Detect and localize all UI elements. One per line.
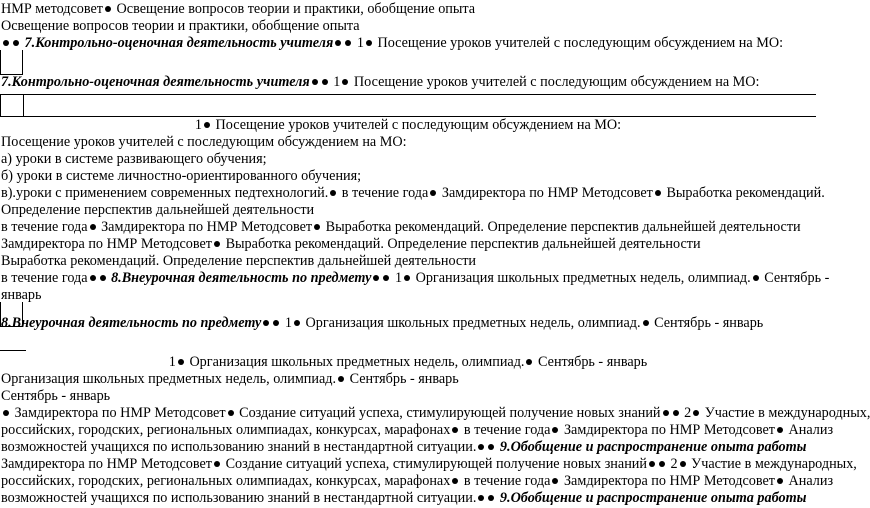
bullet-icon [214,461,220,467]
recommend-text: Выработка рекомендаций. [662,185,825,201]
deputy-text: Замдиректора по НМР Методсовет [1,236,213,252]
bullet-icon [373,275,379,281]
bullet-icon [452,427,458,433]
olymp-text: Организация школьных предметных недель, олимпиад. [412,270,751,286]
bullet-icon [178,359,184,365]
table-cell-empty [0,50,23,75]
bullet-icon [552,478,558,484]
abilities-text: возможностей учащихся по использованию знаний в нестандартной ситуации. [1,490,477,506]
during-text: в течение года [460,422,551,438]
bullet-icon [330,190,336,196]
bullet-icon [13,40,19,46]
bullet-icon [273,320,279,326]
section-9-heading: 9.Обобщение и распространение опыта работы [499,439,807,455]
table-rule [0,350,26,351]
text-line-3 [1,34,783,53]
bullet-icon [673,410,679,416]
participation-text: российских, городских, региональных олимпиадах, конкурсах, марафонах [1,422,451,438]
bullet-icon [777,427,783,433]
bullet-icon [383,275,389,281]
visit-text: Посещение уроков учителей с последующим обсуждением на МО: [350,74,760,90]
table-rule [23,94,24,116]
item-number: 2 [670,456,678,472]
recommend-text: Выработка рекомендаций. Определение перспектив дальнейшей деятельности [322,219,801,235]
bullet-icon [342,79,348,85]
participation-text: Участие в международных, [687,456,857,472]
text-line-rec-c: Выработка рекомендаций. Определение перспектив дальнейшей деятельности [1,253,477,269]
success-text: Создание ситуаций успеха, стимулирующей получение новых знаний [222,456,647,472]
bullet-icon [312,79,318,85]
bullet-icon [335,40,341,46]
text-line-4 [1,73,759,92]
olymp-text: Организация школьных предметных недель, олимпиад. [1,371,337,387]
bullet-icon [322,79,328,85]
bullet-icon [404,275,410,281]
abilities-text: возможностей учащихся по использованию знаний в нестандартной ситуации. [1,439,477,455]
bullet-icon [753,275,759,281]
during-text: в течение года [1,270,88,286]
bullet-icon [526,359,532,365]
bullet-icon [228,410,234,416]
bullet-icon [3,410,9,416]
bullet-icon [294,320,300,326]
bullet-icon [345,40,351,46]
recommend-text: Выработка рекомендаций. Определение перспектив дальнейшей деятельности [222,236,701,252]
during-text: в течение года [338,185,429,201]
item-number: 1 [394,270,403,286]
bullet-icon [452,478,458,484]
item-number: 1 [168,354,176,370]
text-line-sept-2: Сентябрь - январь [1,388,111,404]
deputy-text: Замдиректора по НМР Методсовет [560,473,775,489]
participation-text: Участие в международных, [701,405,870,421]
section-7-heading: 7.Контрольно-оценочная деятельность учителя [1,74,310,90]
bullet-icon [478,495,484,501]
participation-text: российских, городских, региональных олимпиадах, конкурсах, марафонах [1,473,451,489]
text-line-abilities-b [1,489,806,508]
text-line-persp: Определение перспектив дальнейшей деятельности [1,202,315,218]
bullet-icon [488,495,494,501]
text-line-b: б) уроки в системе личностно-ориентированного обучения; [1,168,362,184]
text-line-section-8-b [1,314,763,333]
section-8-heading: 8.Внеурочная деятельность по предмету [1,315,262,331]
bullet-icon [100,275,106,281]
section-8-heading: 8.Внеурочная деятельность по предмету [111,270,372,286]
table-rule [0,94,1,116]
section-7-heading: 7.Контрольно-оценочная деятельность учителя [24,35,334,51]
olymp-text: Организация школьных предметных недель, олимпиад. [301,315,641,331]
text-line-a: а) уроки в системе развивающего обучения; [1,151,267,167]
lighting-questions-text: Освещение вопросов теории и практики, обобщение опыта [113,1,476,17]
deputy-text: Замдиректора по НМР Методсовет [1,456,213,472]
analysis-text: Анализ [784,422,834,438]
bullet-icon [478,444,484,450]
item-number: 1 [356,35,364,51]
table-rule [0,94,816,95]
sept-text: Сентябрь - [760,270,830,286]
bullet-icon [693,410,699,416]
item-number: 1 [333,74,341,90]
bullet-icon [552,427,558,433]
item-number: 2 [684,405,692,421]
deputy-text: Замдиректора по НМР Методсовет [560,422,775,438]
bullet-icon [263,320,269,326]
bullet-icon [338,376,344,382]
bullet-icon [488,444,494,450]
during-text: в течение года [460,473,551,489]
text-line-section-8-a [1,269,830,288]
success-text: Создание ситуаций успеха, стимулирующей получение новых знаний [235,405,661,421]
text-line-january: январь [1,287,42,303]
analysis-text: Анализ [784,473,834,489]
during-text: в течение года [1,219,88,235]
bullet-icon [105,6,111,12]
deputy-text: Замдиректора по НМР Методсовет [97,219,313,235]
sept-text: Сентябрь - январь [650,315,764,331]
bullet-icon [430,190,436,196]
deputy-text: Замдиректора по НМР Методсовет [11,405,226,421]
olymp-text: Организация школьных предметных недель, олимпиад. [185,354,525,370]
bullet-icon [659,461,665,467]
visit-text: Посещение уроков учителей с последующим обсуждением на МО: [373,35,784,51]
bullet-icon [663,410,669,416]
bullet-icon [643,320,649,326]
sept-text: Сентябрь - январь [346,371,459,387]
text-line-visit-2: Посещение уроков учителей с последующим обсуждением на МО: [1,134,407,150]
bullet-icon [90,275,96,281]
section-9-heading: 9.Обобщение и распространение опыта работы [499,490,807,506]
item-number: 1 [284,315,292,331]
bullet-icon [777,478,783,484]
sept-text: Сентябрь - январь [534,354,648,370]
bullet-icon [90,224,96,230]
bullet-icon [214,241,220,247]
bullet-icon [649,461,655,467]
item-number: 1 [194,117,202,133]
deputy-text: Замдиректора по НМР Методсовет [438,185,653,201]
bullet-icon [680,461,686,467]
bullet-icon [204,122,210,128]
bullet-icon [655,190,661,196]
bullet-icon [366,40,372,46]
bullet-icon [3,40,9,46]
bullet-icon [314,224,320,230]
v-text: в).уроки с применением современных педтехнологий. [1,185,329,201]
text-line-2: Освещение вопросов теории и практики, обобщение опыта [1,18,360,34]
visit-text: Посещение уроков учителей с последующим обсуждением на МО: [211,117,622,133]
nmr-methodcouncil-text: НМР методсовет [1,1,103,17]
